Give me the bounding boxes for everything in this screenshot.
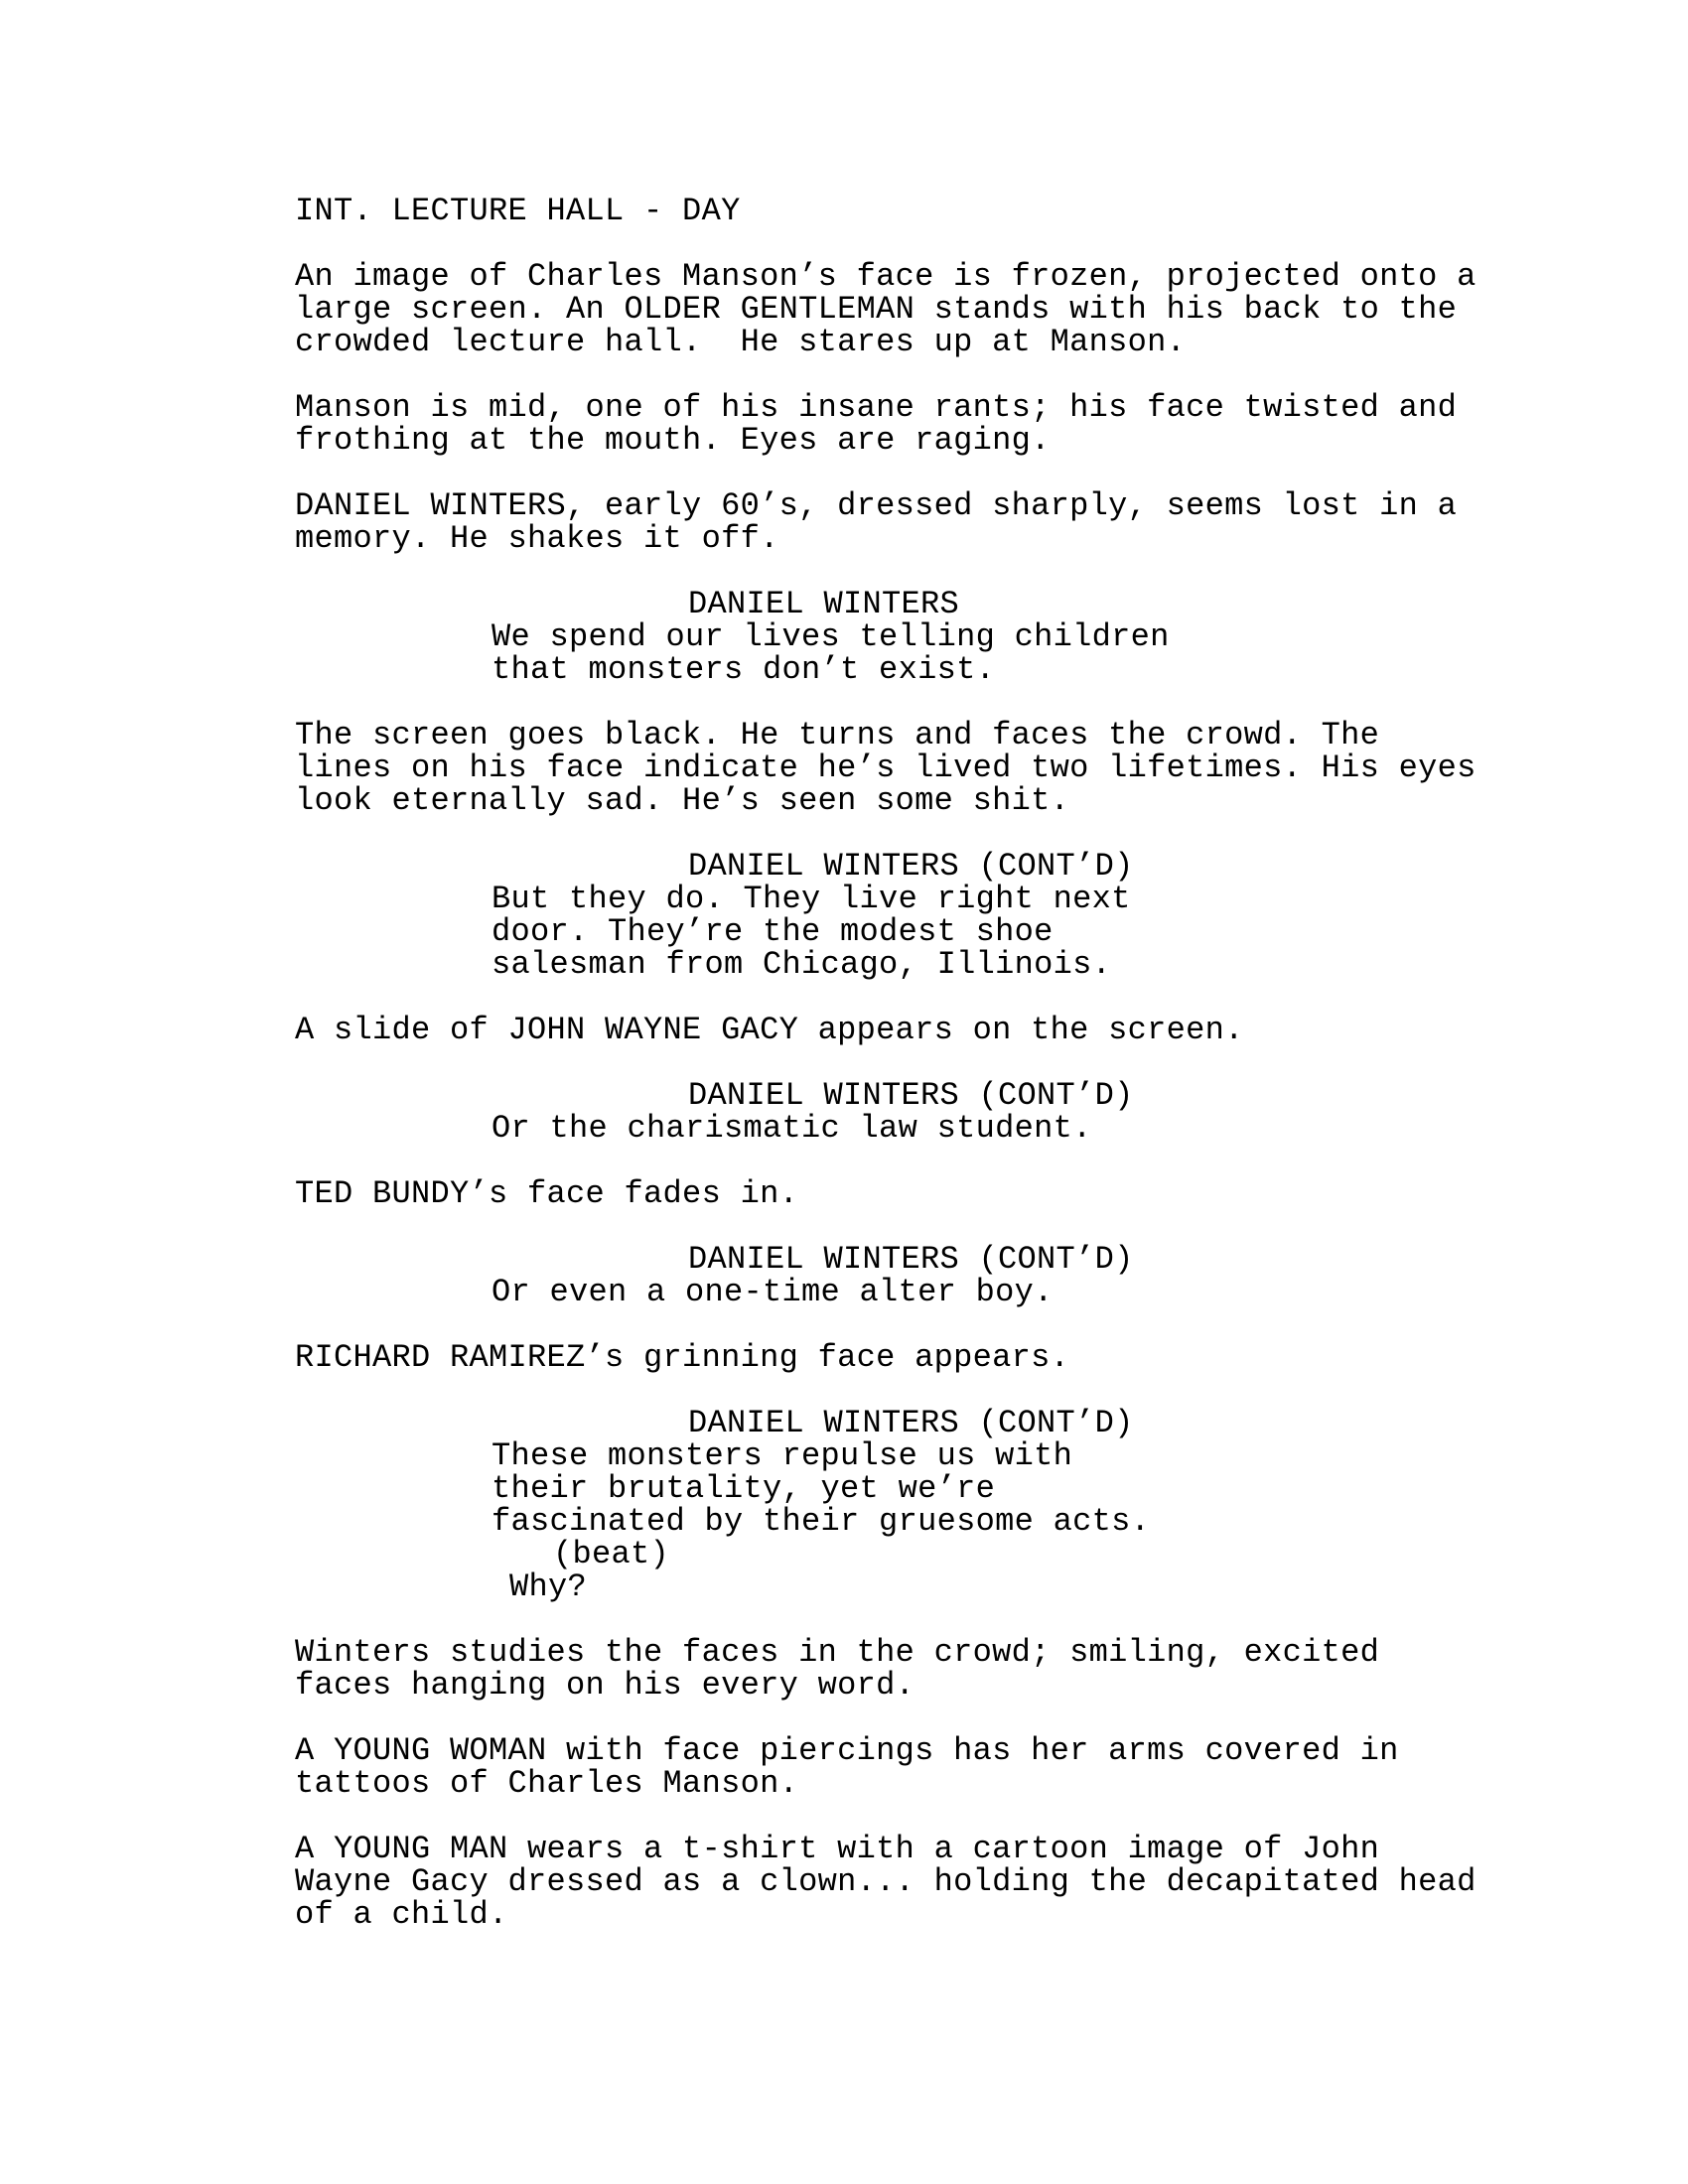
action-line: Winters studies the faces in the crowd; smiling, excited [295,1634,1380,1671]
action-line: Wayne Gacy dressed as a clown... holding the decapitated head [295,1863,1477,1900]
dialogue-line: fascinated by their gruesome acts. [492,1503,1151,1540]
action-line: A slide of JOHN WAYNE GACY appears on the screen. [295,1012,1244,1048]
dialogue-line: salesman from Chicago, Illinois. [492,946,1112,983]
dialogue-line: Or the charismatic law student. [492,1110,1092,1147]
action-line: look eternally sad. He’s seen some shit. [295,782,1070,819]
dialogue-line: Or even a one-time alter boy. [492,1274,1054,1310]
action-line: An image of Charles Manson’s face is frozen, projected onto a [295,258,1477,295]
action-line: DANIEL WINTERS, early 60’s, dressed sharply, seems lost in a [295,487,1458,524]
character-name: DANIEL WINTERS (CONT’D) [688,1077,1134,1114]
dialogue-line: We spend our lives telling children [492,618,1170,655]
action-line: Manson is mid, one of his insane rants; his face twisted and [295,389,1458,426]
character-name: DANIEL WINTERS (CONT’D) [688,1241,1134,1278]
action-line: frothing at the mouth. Eyes are raging. [295,422,1051,459]
action-line: A YOUNG MAN wears a t-shirt with a cartoon image of John [295,1831,1380,1867]
action-line: TED BUNDY’s face fades in. [295,1175,799,1212]
action-line: The screen goes black. He turns and faces the crowd. The [295,717,1380,753]
dialogue-line: their brutality, yet we’re [492,1470,996,1507]
action-line: of a child. [295,1896,508,1933]
dialogue-line: door. They’re the modest shoe [492,913,1054,950]
character-name: DANIEL WINTERS (CONT’D) [688,848,1134,885]
action-line: tattoos of Charles Manson. [295,1765,799,1802]
action-line: lines on his face indicate he’s lived two lifetimes. His eyes [295,750,1477,786]
action-line: crowded lecture hall. He stares up at Manson. [295,324,1187,360]
action-line: faces hanging on his every word. [295,1667,915,1704]
dialogue-line: Why? [509,1569,588,1605]
dialogue-line: that monsters don’t exist. [492,651,996,688]
action-line: A YOUNG WOMAN with face piercings has her arms covered in [295,1732,1399,1769]
action-line: large screen. An OLDER GENTLEMAN stands with his back to the [295,291,1458,328]
character-name: DANIEL WINTERS (CONT’D) [688,1405,1134,1441]
character-name: DANIEL WINTERS [688,586,960,622]
dialogue-line: These monsters repulse us with [492,1437,1073,1474]
scene-heading: INT. LECTURE HALL - DAY [295,193,741,229]
action-line: memory. He shakes it off. [295,520,779,557]
action-line: RICHARD RAMIREZ’s grinning face appears. [295,1339,1070,1376]
parenthetical: (beat) [553,1536,670,1572]
dialogue-line: But they do. They live right next [492,881,1131,917]
